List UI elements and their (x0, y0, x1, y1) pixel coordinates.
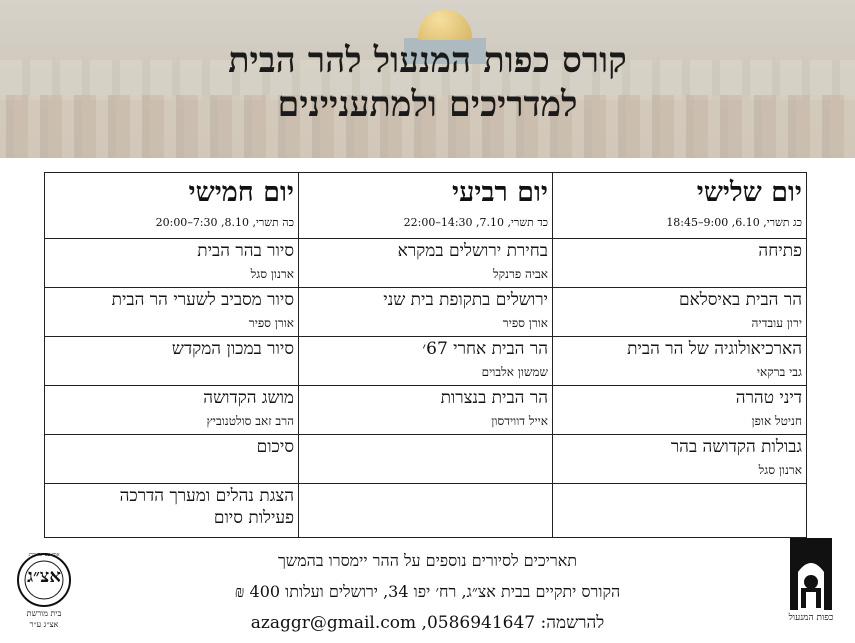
session-lecturer: הרב זאב סולטנוביץ (206, 414, 294, 428)
session-lecturer: ירון עובדיה (751, 316, 802, 330)
session-topic: בחירת ירושלים במקרא (397, 241, 548, 261)
table-row (45, 239, 807, 288)
session-topic: דיני טהרה (735, 388, 802, 408)
page-subtitle: למדריכים ולמתעניינים (277, 84, 578, 125)
logo-letters: אצ״ג (27, 566, 61, 587)
session-cell (299, 484, 553, 538)
day-name: יום חמישי (188, 177, 294, 208)
session-lecturer: אורן ספיר (248, 316, 294, 330)
session-cell (45, 484, 299, 538)
session-topic: מושג הקדושה (203, 388, 294, 408)
session-topic: הצגת נהלים ומערך הדרכה (119, 486, 294, 506)
session-cell (299, 288, 553, 337)
logo-caption: כפות המנעול (788, 613, 834, 623)
table-row (45, 288, 807, 337)
day-date: כד תשרי, 7.10, 14:30–22:00 (403, 216, 548, 229)
session-lecturer: חניטל אופן (751, 414, 802, 428)
session-topic: סיור מסביב לשערי הר הבית (111, 290, 294, 310)
session-lecturer: שמשון אלבוים (481, 365, 548, 379)
session-cell (299, 337, 553, 386)
session-topic-second-line: פעילות סיום (213, 508, 294, 528)
session-topic: סיור בהר הבית (197, 241, 294, 261)
session-lecturer: גבי ברקאי (756, 365, 802, 379)
session-topic: סיור במכון המקדש (171, 339, 294, 359)
session-cell (299, 386, 553, 435)
page-title: קורס כפות המנעול להר הבית (228, 40, 627, 81)
table-row (45, 435, 807, 484)
session-cell (553, 337, 807, 386)
day-header-thursday (45, 173, 299, 239)
session-topic: הר הבית בנצרות (440, 388, 548, 408)
footer-registration: להרשמה: 0586941647, azaggr@gmail.com (250, 613, 605, 633)
logo-caption-2: אצ״ג ע״ר (29, 620, 59, 629)
table-row (45, 337, 807, 386)
day-header-tuesday (553, 173, 807, 239)
session-topic: הארכיאולוגיה של הר הבית (627, 339, 802, 359)
session-topic: הר הבית באיסלאם (678, 290, 802, 310)
session-cell (553, 288, 807, 337)
session-cell (553, 484, 807, 538)
session-cell (553, 239, 807, 288)
day-date: כג תשרי, 6.10, 9:00–18:45 (666, 216, 802, 229)
session-topic: גבולות הקדושה בהר (670, 437, 802, 457)
session-topic: פתיחה (758, 241, 802, 261)
session-cell (299, 239, 553, 288)
session-topic: הר הבית אחרי 67׳ (422, 339, 548, 359)
session-cell (553, 386, 807, 435)
session-cell (45, 288, 299, 337)
session-lecturer: אורן ספיר (502, 316, 548, 330)
session-lecturer: ארנון סגל (758, 463, 802, 477)
logo-ring-text: אורי צבי גרינברג (28, 552, 60, 558)
schedule-table (44, 172, 807, 538)
table-row (45, 484, 807, 538)
day-name: יום שלישי (696, 177, 802, 208)
session-topic: סיכום (256, 437, 294, 457)
session-lecturer: אייל דווידסון (491, 414, 548, 428)
session-lecturer: אביה פרנקל (493, 267, 548, 281)
session-cell (45, 239, 299, 288)
session-lecturer: ארנון סגל (250, 267, 294, 281)
kapot-hamanul-logo (786, 536, 836, 626)
session-cell (45, 386, 299, 435)
session-cell (553, 435, 807, 484)
logo-caption-1: בית מורשת (26, 609, 62, 618)
session-topic: ירושלים בתקופת בית שני (383, 290, 548, 310)
footer-notice: תאריכים לסיורים נוספים על ההר יימסרו בהמשך (277, 551, 578, 570)
session-cell (299, 435, 553, 484)
session-cell (45, 337, 299, 386)
beit-azg-logo (14, 552, 74, 632)
day-name: יום רביעי (452, 177, 548, 208)
day-date: כה תשרי, 8.10, 7:30–20:00 (155, 216, 294, 229)
day-header-wednesday (299, 173, 553, 239)
footer-location-price: הקורס יתקיים בבית אצ״ג, רח׳ יפו 34, ירושלים ועלותו 400 ₪ (234, 582, 621, 601)
session-cell (45, 435, 299, 484)
table-row (45, 386, 807, 435)
